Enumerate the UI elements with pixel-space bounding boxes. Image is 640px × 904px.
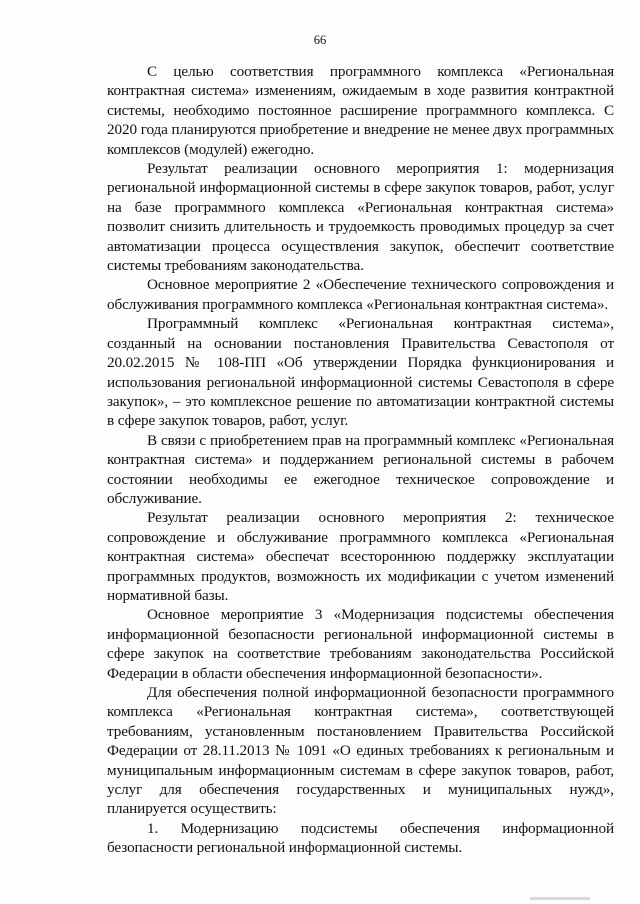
paragraph: Результат реализации основного мероприятия 2: техническое сопровождение и обслуживание программного комплекса «Региональная контрактная система» обеспечат всестороннюю поддержку эксплуатации программных продуктов, возможность их модификации с учетом изменений нормативной базы. — [107, 509, 614, 604]
paragraph: Основное мероприятие 3 «Модернизация подсистемы обеспечения информационной безопасности региональной информационной системы в сфере закупок на соответствие требованиям законодательства Российской Федерации в области обеспечения информационной безопасности». — [107, 606, 614, 682]
paragraph: В связи с приобретением прав на программный комплекс «Региональная контрактная система» и поддержанием региональной системы в рабочем состоянии необходимы ее ежегодное техническое сопровождение и обслуживание. — [107, 431, 614, 507]
page-number: 66 — [313, 33, 327, 47]
paragraph: Результат реализации основного мероприятия 1: модернизация региональной информационной системы в сфере закупок товаров, работ, услуг на базе программного комплекса «Региональная контрактная система» позволит снизить длительность и трудоемкость проводимых процедур за счет автоматизации процесса осуществления закупок, обеспечит соответствие системы требованиям законодательства. — [107, 160, 614, 275]
scan-artifact — [530, 897, 590, 900]
body-text — [107, 62, 614, 858]
paragraph: Для обеспечения полной информационной безопасности программного комплекса «Региональная контрактная система», соответствующей требованиям, установленным постановлением Правительства Российской Федерации от 28.11.2013 № 1091 «О единых требованиях к региональным и муниципальным информационным системам в сфере закупок товаров, работ, услуг для обеспечения государственных и муниципальных нужд», планируется осуществить: — [107, 684, 614, 818]
paragraph: С целью соответствия программного комплекса «Региональная контрактная система» изменениям, ожидаемым в ходе развития контрактной системы, необходимо постоянное расширение программного комплекса. С 2020 года планируются приобретение и внедрение не менее двух программных комплексов (модулей) ежегодно. — [107, 63, 614, 158]
list-item: 1. Модернизацию подсистемы обеспечения информационной безопасности региональной информационной системы. — [107, 819, 614, 857]
paragraph: Основное мероприятие 2 «Обеспечение технического сопровождения и обслуживания программного комплекса «Региональная контрактная система». — [107, 276, 614, 313]
paragraph: Программный комплекс «Региональная контрактная система», созданный на основании постановления Правительства Севастополя от 20.02.2015 № 108-ПП «Об утверждении Порядка функционирования и использования региональной информационной системы Севастополя в сфере закупок», – это комплексное решение по автоматизации контрактной системы в сфере закупок товаров, работ, услуг. — [107, 315, 614, 430]
